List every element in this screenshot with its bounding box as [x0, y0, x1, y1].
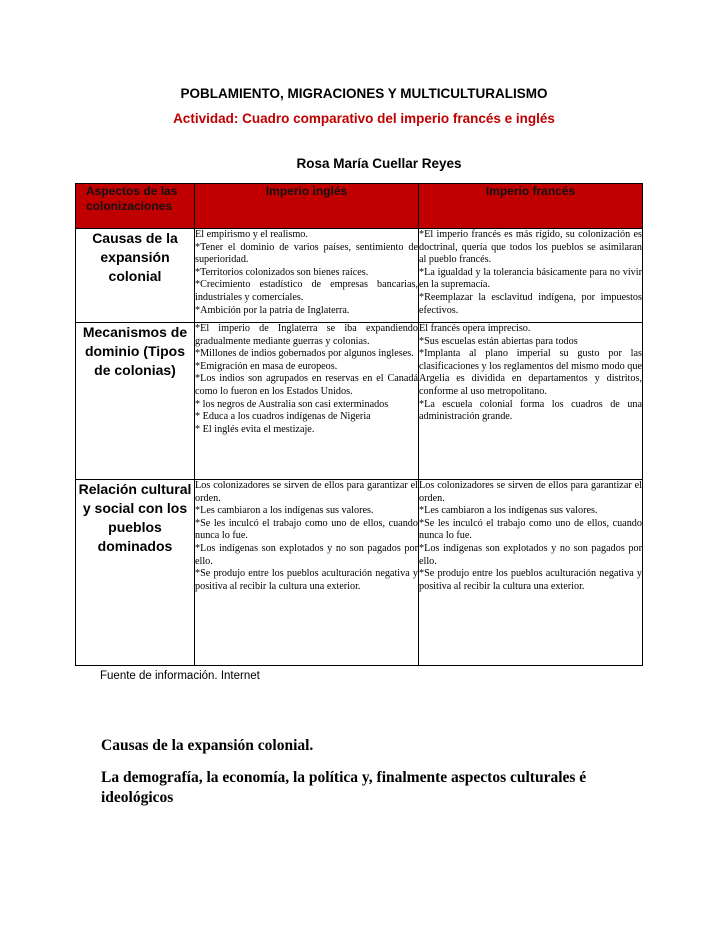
cell-line: Los colonizadores se sirven de ellos para garantizar el orden.	[419, 480, 642, 504]
cell-line: Los colonizadores se sirven de ellos para garantizar el orden.	[195, 480, 418, 504]
cell-line: *Reemplazar la esclavitud indígena, por impuestos efectivos.	[419, 291, 642, 316]
cell-line: *Ambición por la patria de Inglaterra.	[195, 304, 350, 316]
cell-english-mechanisms	[195, 323, 419, 480]
table-row	[76, 323, 643, 480]
cell-french-mechanisms	[419, 323, 643, 480]
cell-line: *Implanta al plano imperial su gusto por las clasificaciones y los reglamentos del mismo modo que Argelia es dividida en departamentos y distritos, conforme al uso metropolitano.	[419, 348, 642, 397]
document-title: POBLAMIENTO, MIGRACIONES Y MULTICULTURALISMO	[180, 86, 548, 101]
header-aspects: Aspectos de las colonizaciones	[76, 184, 195, 229]
table-header-row	[76, 184, 643, 229]
cell-line: * Educa a los cuadros indígenas de Nigeria	[195, 411, 371, 423]
row-label-mechanisms: Mecanismos de dominio (Tipos de colonias)	[76, 323, 195, 480]
cell-line: * los negros de Australia son casi exterminados	[195, 398, 389, 410]
cell-line: *La igualdad y la tolerancia básicamente para no vivir en la supremacía.	[419, 266, 642, 291]
cell-english-causes	[195, 229, 419, 323]
cell-line: *Se les inculcó el trabajo como uno de ellos, cuando nunca lo fue.	[195, 517, 418, 542]
cell-line: *Crecimiento estadístico de empresas bancarias, industriales y comerciales.	[195, 279, 418, 303]
cell-line: *Emigración en masa de europeos.	[195, 360, 338, 372]
section-heading: Causas de la expansión colonial.	[101, 737, 314, 754]
cell-line: *El imperio francés es más rígido, su colonización es doctrinal, quería que todos los pueblos se asimilaran al pueblo francés.	[419, 229, 642, 266]
cell-line: *El imperio de Inglaterra se iba expandiendo gradualmente mediante guerras y colonias.	[195, 323, 418, 347]
author-name: Rosa María Cuellar Reyes	[296, 156, 462, 171]
cell-line: *Los indios son agrupados en reservas en el Canadá como lo fueron en los Estados Unidos.	[195, 373, 418, 397]
cell-line: *La escuela colonial forma los cuadros de una administración grande.	[419, 398, 642, 423]
header-english-empire: Imperio inglés	[195, 184, 419, 229]
cell-english-cultural	[195, 480, 419, 666]
activity-subtitle: Actividad: Cuadro comparativo del imperio francés e inglés	[173, 111, 555, 126]
row-label-cultural-relation: Relación cultural y social con los pueblos dominados	[76, 480, 195, 666]
table-row	[76, 480, 643, 666]
cell-line: *Territorios colonizados son bienes raíces.	[195, 266, 369, 278]
comparison-table	[75, 183, 643, 666]
cell-line: *Tener el dominio de varios países, sentimiento de superioridad.	[195, 241, 418, 266]
cell-line: *Les cambiaron a los indígenas sus valores.	[419, 505, 598, 517]
section-paragraph: La demografía, la economía, la política y, finalmente aspectos culturales é ideológicos	[101, 769, 587, 806]
table-row	[76, 229, 643, 323]
cell-line: *Millones de indios gobernados por algunos ingleses.	[195, 348, 414, 360]
cell-french-causes	[419, 229, 643, 323]
cell-line: El francés opera impreciso.	[419, 323, 531, 334]
header-french-empire: Imperio francés	[419, 184, 643, 229]
source-note: Fuente de información. Internet	[100, 670, 260, 682]
cell-line: *Se produjo entre los pueblos aculturación negativa y positiva al recibir la cultura una exterior.	[195, 568, 418, 592]
cell-line: *Se produjo entre los pueblos aculturación negativa y positiva al recibir la cultura una exterior.	[419, 568, 642, 592]
cell-line: *Se les inculcó el trabajo como uno de ellos, cuando nunca lo fue.	[419, 517, 642, 542]
cell-line: El empirismo y el realismo.	[195, 229, 308, 240]
cell-line: * El inglés evita el mestizaje.	[195, 423, 315, 435]
cell-line: *Sus escuelas están abiertas para todos	[419, 335, 578, 347]
cell-french-cultural	[419, 480, 643, 666]
cell-line: *Los indígenas son explotados y no son pagados por ello.	[195, 542, 418, 567]
row-label-causes: Causas de la expansión colonial	[76, 229, 195, 323]
cell-line: *Les cambiaron a los indígenas sus valores.	[195, 505, 374, 517]
cell-line: *Los indígenas son explotados y no son pagados por ello.	[419, 542, 642, 567]
